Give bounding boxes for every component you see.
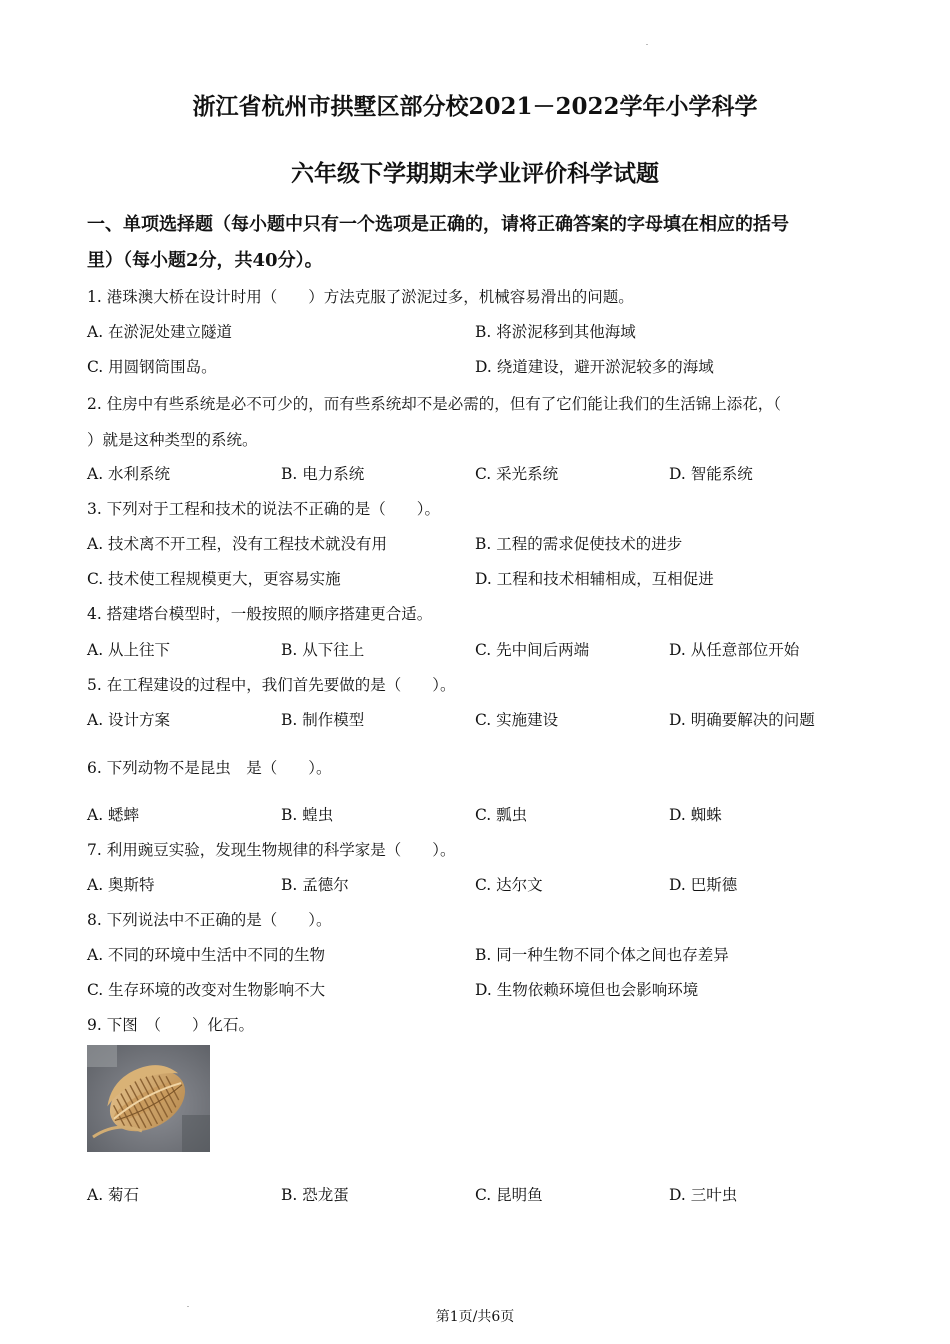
question-6-option-c: C. 瓢虫 xyxy=(475,806,528,824)
trilobite-fossil-illustration xyxy=(87,1045,210,1152)
exam-title-line2: 六年级下学期期末学业评价科学试题 xyxy=(291,160,659,187)
question-7-stem: 7. 利用豌豆实验，发现生物规律的科学家是（ ）。 xyxy=(87,841,456,859)
trilobite-fossil-image xyxy=(87,1045,210,1152)
question-6-option-b: B. 蝗虫 xyxy=(281,806,334,824)
question-4-option-c: C. 先中间后两端 xyxy=(475,641,590,659)
question-1-option-b: B. 将淤泥移到其他海域 xyxy=(475,323,636,341)
question-6-stem: 6. 下列动物不是昆虫 是（ ）。 xyxy=(87,759,332,777)
question-5-option-b: B. 制作模型 xyxy=(281,711,365,729)
question-9-stem: 9. 下图 （ ）化石。 xyxy=(87,1016,254,1034)
question-9-option-c: C. 昆明鱼 xyxy=(475,1186,543,1204)
question-1-option-a: A. 在淤泥处建立隧道 xyxy=(87,323,233,341)
question-3-option-a: A. 技术离不开工程，没有工程技术就没有用 xyxy=(87,535,388,553)
question-3-option-c: C. 技术使工程规模更大，更容易实施 xyxy=(87,570,341,588)
question-5-option-d: D. 明确要解决的问题 xyxy=(669,711,815,729)
question-2-option-d: D. 智能系统 xyxy=(669,465,753,483)
question-7-option-c: C. 达尔文 xyxy=(475,876,543,894)
question-4-option-d: D. 从任意部位开始 xyxy=(669,641,800,659)
question-7-option-d: D. 巴斯德 xyxy=(669,876,738,894)
question-4-option-a: A. 从上往下 xyxy=(87,641,171,659)
question-6-option-a: A. 蟋蟀 xyxy=(87,806,140,824)
question-8-option-c: C. 生存环境的改变对生物影响不大 xyxy=(87,981,326,999)
question-2-stem-line1: 2. 住房中有些系统是必不可少的，而有些系统却不是必需的，但有了它们能让我们的生活锦上添花，（ xyxy=(87,395,781,413)
question-4-option-b: B. 从下往上 xyxy=(281,641,365,659)
question-1-option-d: D. 绕道建设，避开淤泥较多的海域 xyxy=(475,358,714,376)
question-4-stem: 4. 搭建塔台模型时，一般按照的顺序搭建更合适。 xyxy=(87,605,433,623)
question-6-option-d: D. 蜘蛛 xyxy=(669,806,722,824)
question-2-option-c: C. 采光系统 xyxy=(475,465,559,483)
question-8-option-d: D. 生物依赖环境但也会影响环境 xyxy=(475,981,699,999)
page-number-footer: 第1页/共6页 xyxy=(435,1309,515,1325)
question-9-option-a: A. 菊石 xyxy=(87,1186,140,1204)
question-1-stem: 1. 港珠澳大桥在设计时用（ ）方法克服了淤泥过多，机械容易滑出的问题。 xyxy=(87,288,634,306)
question-3-option-b: B. 工程的需求促使技术的进步 xyxy=(475,535,683,553)
exam-title-line1: 浙江省杭州市拱墅区部分校2021－2022学年小学科学 xyxy=(192,93,758,120)
question-9-option-b: B. 恐龙蛋 xyxy=(281,1186,349,1204)
question-5-option-c: C. 实施建设 xyxy=(475,711,559,729)
question-7-option-b: B. 孟德尔 xyxy=(281,876,349,894)
question-2-option-a: A. 水利系统 xyxy=(87,465,171,483)
question-2-stem-line2: ）就是这种类型的系统。 xyxy=(87,431,258,449)
question-7-option-a: A. 奥斯特 xyxy=(87,876,155,894)
question-3-option-d: D. 工程和技术相辅相成，互相促进 xyxy=(475,570,714,588)
section-heading-line1: 一、单项选择题（每小题中只有一个选项是正确的，请将正确答案的字母填在相应的括号 xyxy=(87,214,789,235)
question-8-option-a: A. 不同的环境中生活中不同的生物 xyxy=(87,946,326,964)
question-1-option-c: C. 用圆钢筒围岛。 xyxy=(87,358,217,376)
question-9-option-d: D. 三叶虫 xyxy=(669,1186,738,1204)
question-3-stem: 3. 下列对于工程和技术的说法不正确的是（ ）。 xyxy=(87,500,440,518)
section-heading-line2: 里）（每小题2分，共40分）。 xyxy=(87,250,323,271)
question-8-stem: 8. 下列说法中不正确的是（ ）。 xyxy=(87,911,332,929)
question-2-option-b: B. 电力系统 xyxy=(281,465,365,483)
question-5-option-a: A. 设计方案 xyxy=(87,711,171,729)
question-8-option-b: B. 同一种生物不同个体之间也存差异 xyxy=(475,946,729,964)
question-5-stem: 5. 在工程建设的过程中，我们首先要做的是（ ）。 xyxy=(87,676,456,694)
